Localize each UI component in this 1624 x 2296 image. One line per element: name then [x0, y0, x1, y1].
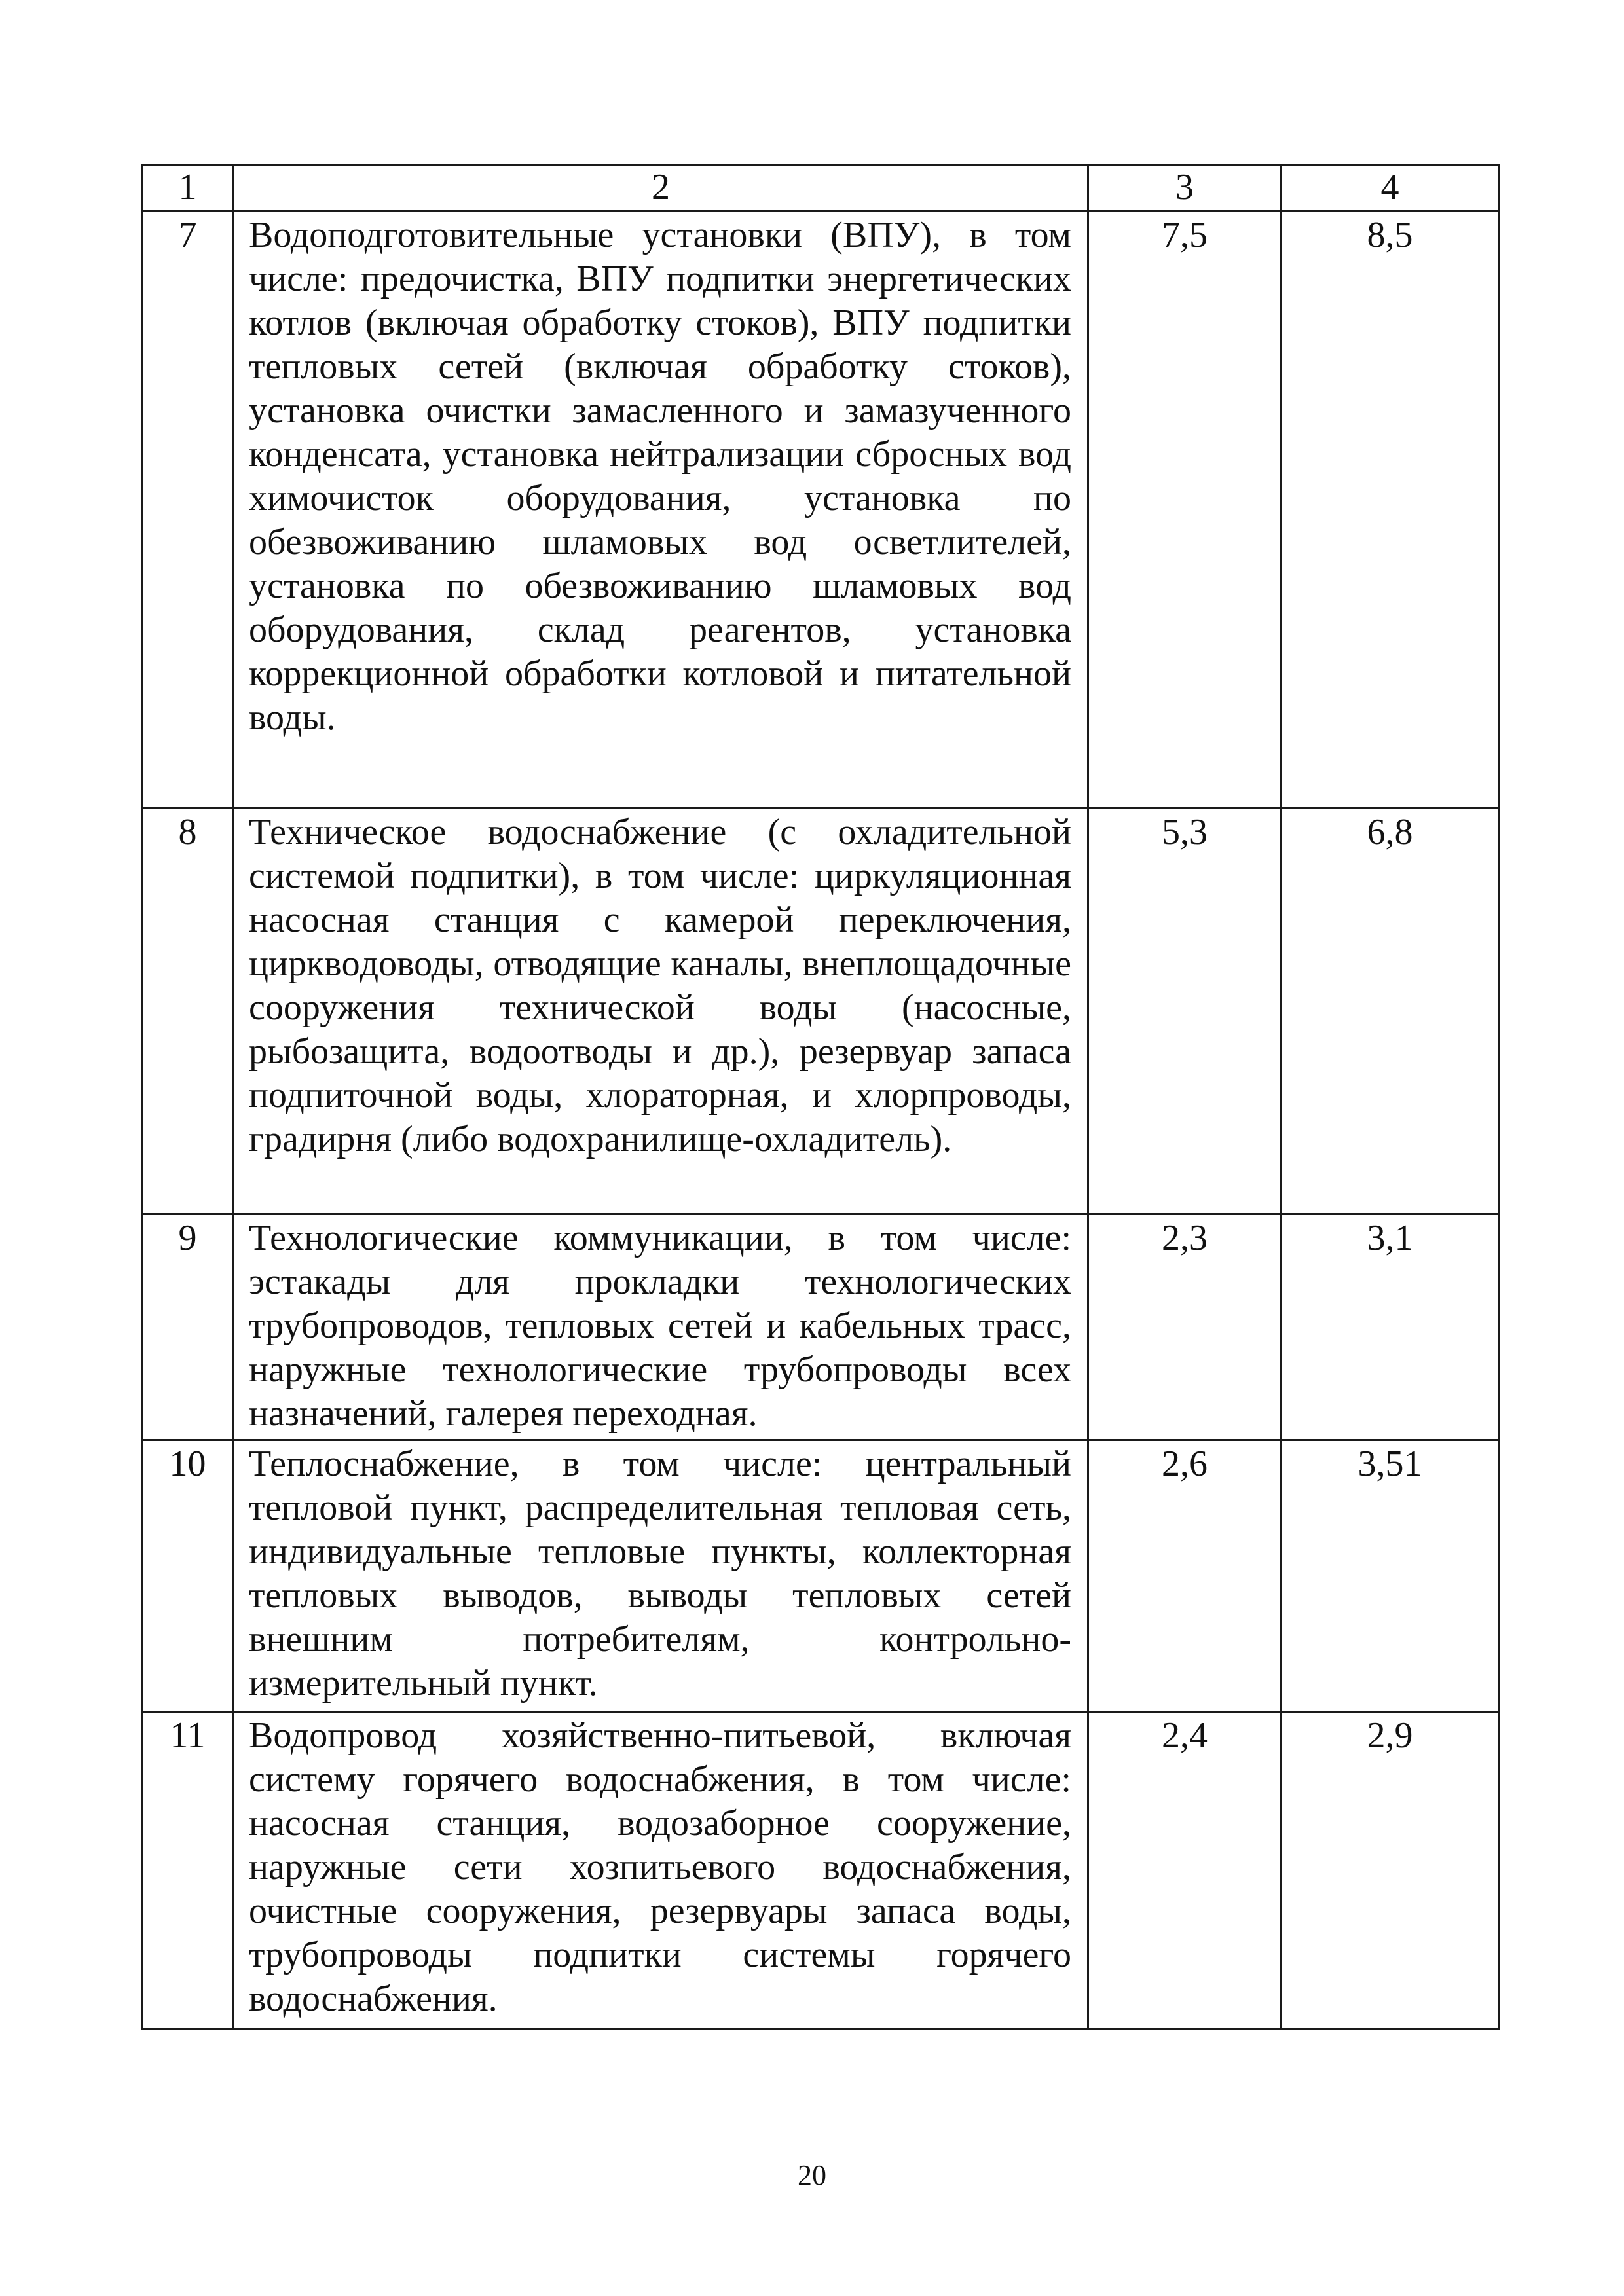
row-value-col3: 7,5 — [1088, 211, 1282, 809]
row-number: 7 — [142, 211, 234, 809]
row-value-col3: 2,4 — [1088, 1712, 1282, 2030]
row-description: Теплоснабжение, в том числе: центральный тепловой пункт, распределительная тепловая сеть, индивидуальные тепловые пункты, коллекторная тепловых выводов, выводы тепловых сетей внешним потребителям, контрольно-измерительный пункт. — [234, 1440, 1088, 1712]
table-row — [142, 1712, 1499, 2030]
row-value-col4: 3,1 — [1282, 1214, 1499, 1440]
row-value-col3: 2,6 — [1088, 1440, 1282, 1712]
row-value-col3: 5,3 — [1088, 809, 1282, 1214]
row-description: Техническое водоснабжение (с охладительной системой подпитки), в том числе: циркуляционная насосная станция с камерой переключения, цирквoдоводы, отводящие каналы, внеплощадочные сооружения технической воды (насосные, рыбозащита, водоотводы и др.), резервуар запаса подпиточной воды, хлораторная, и хлорпроводы, градирня (либо водохранилище-охладитель). — [234, 809, 1088, 1214]
header-cell-4: 4 — [1282, 165, 1499, 211]
table-header-row — [142, 165, 1499, 211]
header-cell-1: 1 — [142, 165, 234, 211]
row-description: Технологические коммуникации, в том числе: эстакады для прокладки технологических трубопроводов, тепловых сетей и кабельных трасс, наружные технологические трубопроводы всех назначений, галерея переходная. — [234, 1214, 1088, 1440]
row-description: Водоподготовительные установки (ВПУ), в том числе: предочистка, ВПУ подпитки энергетических котлов (включая обработку стоков), ВПУ подпитки тепловых сетей (включая обработку стоков), установка очистки замасленного и замазученного конденсата, установка нейтрализации сбросных вод химочисток оборудования, установка по обезвоживанию шламовых вод осветлителей, установка по обезвоживанию шламовых вод оборудования, склад реагентов, установка коррекционной обработки котловой и питательной воды. — [234, 211, 1088, 809]
data-table — [141, 164, 1500, 2030]
row-value-col3: 2,3 — [1088, 1214, 1282, 1440]
row-value-col4: 6,8 — [1282, 809, 1499, 1214]
row-number: 10 — [142, 1440, 234, 1712]
row-value-col4: 8,5 — [1282, 211, 1499, 809]
row-description: Водопровод хозяйственно-питьевой, включая систему горячего водоснабжения, в том числе: насосная станция, водозаборное сооружение, наружные сети хозпитьевого водоснабжения, очистные сооружения, резервуары запаса воды, трубопроводы подпитки системы горячего водоснабжения. — [234, 1712, 1088, 2030]
table-row — [142, 1214, 1499, 1440]
header-cell-2: 2 — [234, 165, 1088, 211]
table-row — [142, 809, 1499, 1214]
row-value-col4: 2,9 — [1282, 1712, 1499, 2030]
header-cell-3: 3 — [1088, 165, 1282, 211]
row-number: 8 — [142, 809, 234, 1214]
row-number: 9 — [142, 1214, 234, 1440]
row-number: 11 — [142, 1712, 234, 2030]
table-row — [142, 1440, 1499, 1712]
table-row — [142, 211, 1499, 809]
page-number: 20 — [798, 2159, 826, 2191]
row-value-col4: 3,51 — [1282, 1440, 1499, 1712]
